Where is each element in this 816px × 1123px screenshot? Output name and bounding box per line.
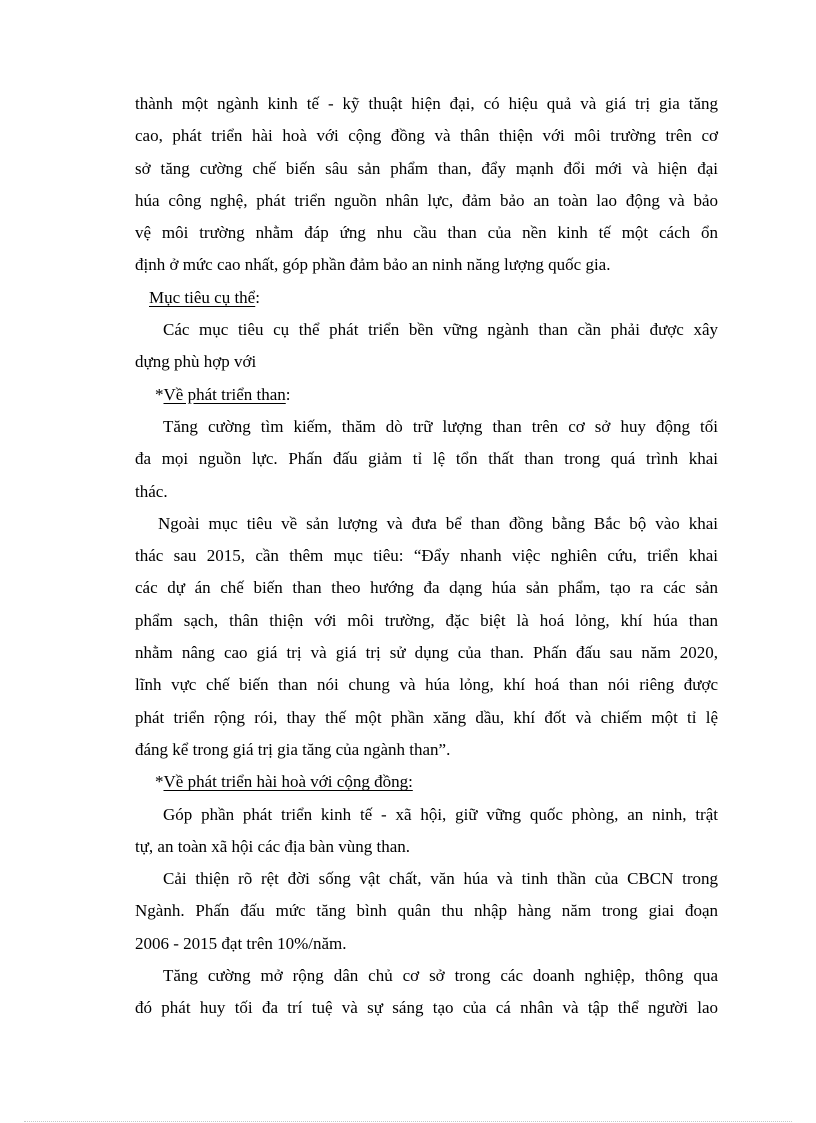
text-line: thác. (135, 481, 168, 501)
section-heading-coal (135, 379, 718, 411)
text-line: cao, phát triển hài hoà với cộng đồng và thân thiện với môi trường trên cơ (135, 126, 718, 146)
section-heading-coal-prefix: * (155, 384, 164, 404)
text-line: đáng kể trong giá trị gia tăng của ngành than”. (135, 739, 451, 759)
text-line: thành một ngành kinh tế - kỹ thuật hiện đại, có hiệu quả và giá trị gia tăng (135, 94, 718, 113)
text-line: vệ môi trường nhằm đáp ứng nhu cầu than của nền kinh tế một cách ổn (135, 223, 718, 243)
section-heading-coal-suffix: : (285, 384, 291, 404)
text-line: các dự án chế biến than theo hướng đa dạng húa sản phẩm, tạo ra các sản (135, 578, 718, 598)
text-line: Tăng cường mở rộng dân chủ cơ sở trong các doanh nghiệp, thông qua (163, 966, 718, 986)
text-line: húa công nghệ, phát triển nguồn nhân lực, đảm bảo an toàn lao động và bảo (135, 190, 718, 210)
text-line: định ở mức cao nhất, góp phần đảm bảo an ninh năng lượng quốc gia. (135, 255, 611, 275)
text-line: đa mọi nguồn lực. Phấn đấu giảm tỉ lệ tổn thất than trong quá trình khai (135, 449, 718, 469)
section-heading-community (135, 766, 718, 798)
text-line: lĩnh vực chế biến than nói chung và húa lỏng, khí hoá than nói riêng được (135, 675, 718, 695)
heading-specific-goals-label: Mục tiêu cụ thể (149, 287, 256, 307)
text-line: Các mục tiêu cụ thể phát triển bền vững ngành than cần phải được xây (163, 320, 718, 340)
text-line: tự, an toàn xã hội các địa bàn vùng than. (135, 836, 410, 856)
page-bottom-divider (24, 1121, 792, 1122)
text-line: Tăng cường tìm kiếm, thăm dò trữ lượng than trên cơ sở huy động tối (163, 416, 718, 436)
section-heading-community-label: Về phát triển hài hoà với cộng đồng: (163, 772, 413, 792)
text-line: Cải thiện rõ rệt đời sống vật chất, văn húa và tinh thần của CBCN trong (163, 869, 718, 889)
section-heading-community-prefix: * (155, 772, 164, 792)
text-line: sở tăng cường chế biến sâu sản phẩm than, đẩy mạnh đổi mới và hiện đại (135, 158, 718, 178)
document-body (135, 88, 718, 1025)
text-line: Ngành. Phấn đấu mức tăng bình quân thu nhập hàng năm trong giai đoạn (135, 901, 718, 921)
text-line: dựng phù hợp với (135, 352, 257, 372)
section-heading-coal-label: Về phát triển than (163, 384, 286, 404)
text-line: đó phát huy tối đa trí tuệ và sự sáng tạo của cá nhân và tập thể người lao (135, 998, 718, 1018)
text-line: phẩm sạch, thân thiện với môi trường, đặc biệt là hoá lỏng, khí húa than (135, 610, 718, 630)
heading-specific-goals-suffix: : (255, 287, 260, 307)
heading-specific-goals (135, 282, 718, 314)
text-line: 2006 - 2015 đạt trên 10%/năm. (135, 933, 347, 953)
text-line: Góp phần phát triển kinh tế - xã hội, giữ vững quốc phòng, an ninh, trật (163, 804, 718, 824)
text-line: phát triển rộng rói, thay thế một phần xăng dầu, khí đốt và chiếm một tỉ lệ (135, 707, 718, 727)
text-line: Ngoài mục tiêu về sản lượng và đưa bể than đồng bằng Bắc bộ vào khai (158, 513, 718, 533)
text-line: thác sau 2015, cần thêm mục tiêu: “Đẩy nhanh việc nghiên cứu, triển khai (135, 546, 718, 566)
text-line: nhằm nâng cao giá trị và giá trị sử dụng của than. Phấn đấu sau năm 2020, (135, 643, 718, 663)
